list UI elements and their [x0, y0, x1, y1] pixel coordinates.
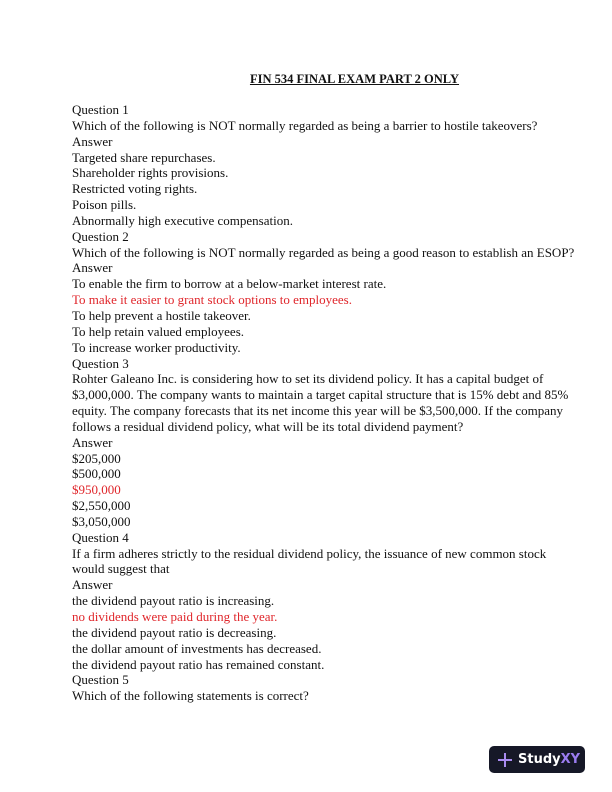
plus-icon: [498, 753, 512, 767]
answer-option: the dividend payout ratio has remained constant.: [72, 656, 325, 672]
page-title: FIN 534 FINAL EXAM PART 2 ONLY: [249, 72, 460, 86]
answer-label: Answer: [72, 434, 113, 450]
answer-option: $205,000: [72, 450, 121, 466]
answer-option-correct: no dividends were paid during the year.: [72, 609, 278, 624]
question-text: Which of the following is NOT normally regarded as being a barrier to hostile takeovers?: [72, 117, 538, 133]
answer-option: $500,000: [72, 466, 121, 482]
answer-option: $3,050,000: [72, 513, 131, 529]
question-label: Question 1: [72, 102, 129, 117]
answer-option: Restricted voting rights.: [72, 181, 198, 197]
question-text: equity. The company forecasts that its net income this year will be $3,500,000. If the company: [72, 403, 563, 419]
question-text: follows a residual dividend policy, what will be its total dividend payment?: [72, 418, 464, 434]
answer-option: To enable the firm to borrow at a below-market interest rate.: [72, 276, 387, 292]
answer-option: To help retain valued employees.: [72, 323, 245, 339]
question-text: Which of the following is NOT normally regarded as being a good reason to establish an ESOP?: [72, 244, 575, 260]
answer-label: Answer: [72, 577, 113, 593]
answer-option: To help prevent a hostile takeover.: [72, 307, 251, 323]
answer-option: the dividend payout ratio is increasing.: [72, 593, 275, 609]
question-label: Question 3: [72, 355, 129, 371]
badge-label-study: Study: [518, 752, 561, 767]
answer-option: the dividend payout ratio is decreasing.: [72, 624, 277, 640]
question-label: Question 5: [72, 672, 129, 688]
question-text: Rohter Galeano Inc. is considering how to set its dividend policy. It has a capital budget of: [72, 371, 544, 387]
answer-option: To increase worker productivity.: [72, 339, 241, 355]
answer-option-correct: To make it easier to grant stock options to employees.: [72, 292, 352, 308]
question-label: Question 2: [72, 228, 129, 244]
answer-option-correct: $950,000: [72, 482, 121, 498]
answer-option: Targeted share repurchases.: [72, 149, 216, 165]
question-text: would suggest that: [72, 561, 170, 577]
badge-label-xy: XY: [560, 752, 581, 767]
answer-option: $2,550,000: [72, 498, 131, 514]
question-text: Which of the following statements is correct?: [72, 688, 309, 704]
studyxy-badge[interactable]: [489, 746, 585, 773]
answer-option: Shareholder rights provisions.: [72, 165, 229, 181]
answer-label: Answer: [72, 260, 113, 276]
answer-option: Poison pills.: [72, 197, 137, 213]
answer-option: Abnormally high executive compensation.: [72, 212, 293, 228]
answer-option: the dollar amount of investments has decreased.: [72, 640, 322, 656]
question-label: Question 4: [72, 529, 129, 545]
exam-content: [72, 102, 575, 704]
question-text: $3,000,000. The company wants to maintain a target capital structure that is 15% debt and 85%: [72, 387, 569, 403]
question-text: If a firm adheres strictly to the residual dividend policy, the issuance of new common stock: [72, 545, 547, 561]
answer-label: Answer: [72, 133, 113, 149]
